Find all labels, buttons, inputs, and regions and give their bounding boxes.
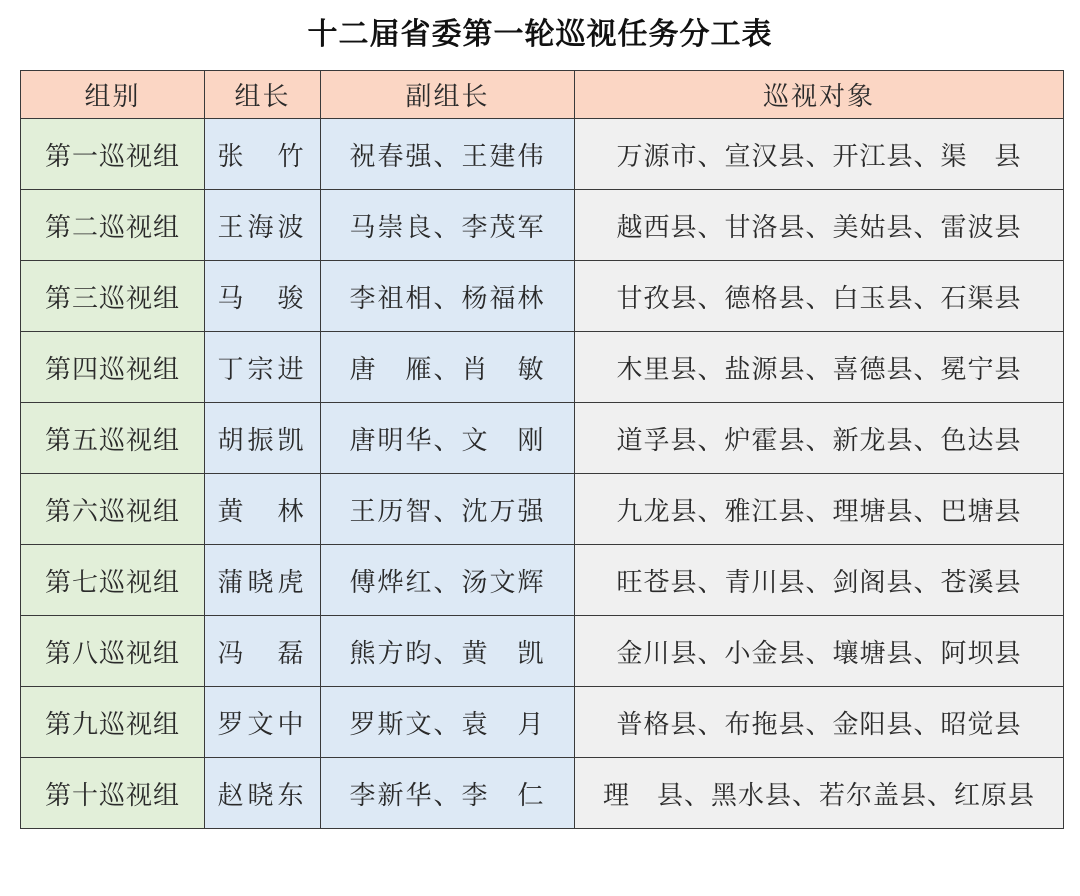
table-body: [21, 119, 1064, 829]
table-row: [21, 474, 1064, 545]
leader-cell: 黄 林: [205, 474, 321, 545]
table-row: [21, 119, 1064, 190]
deputy-cell: 李祖相、杨福林: [321, 261, 575, 332]
assignment-table: [20, 70, 1064, 829]
group-cell: 第九巡视组: [21, 687, 205, 758]
targets-cell: 道孚县、炉霍县、新龙县、色达县: [575, 403, 1064, 474]
leader-cell: 张 竹: [205, 119, 321, 190]
header-targets: 巡视对象: [575, 71, 1064, 119]
table-row: [21, 403, 1064, 474]
leader-cell: 罗文中: [205, 687, 321, 758]
deputy-cell: 马崇良、李茂军: [321, 190, 575, 261]
deputy-cell: 唐 雁、肖 敏: [321, 332, 575, 403]
targets-cell: 旺苍县、青川县、剑阁县、苍溪县: [575, 545, 1064, 616]
leader-cell: 王海波: [205, 190, 321, 261]
deputy-cell: 傅烨红、汤文辉: [321, 545, 575, 616]
targets-cell: 九龙县、雅江县、理塘县、巴塘县: [575, 474, 1064, 545]
deputy-cell: 王历智、沈万强: [321, 474, 575, 545]
leader-cell: 蒲晓虎: [205, 545, 321, 616]
group-cell: 第十巡视组: [21, 758, 205, 829]
header-leader: 组长: [205, 71, 321, 119]
header-group: 组别: [21, 71, 205, 119]
group-cell: 第六巡视组: [21, 474, 205, 545]
table-row: [21, 332, 1064, 403]
group-cell: 第三巡视组: [21, 261, 205, 332]
leader-cell: 马 骏: [205, 261, 321, 332]
leader-cell: 冯 磊: [205, 616, 321, 687]
deputy-cell: 李新华、李 仁: [321, 758, 575, 829]
table-row: [21, 687, 1064, 758]
table-row: [21, 616, 1064, 687]
header-deputy: 副组长: [321, 71, 575, 119]
page-title: 十二届省委第一轮巡视任务分工表: [307, 17, 773, 52]
targets-cell: 越西县、甘洛县、美姑县、雷波县: [575, 190, 1064, 261]
targets-cell: 普格县、布拖县、金阳县、昭觉县: [575, 687, 1064, 758]
group-cell: 第七巡视组: [21, 545, 205, 616]
table-row: [21, 758, 1064, 829]
header-row: [21, 71, 1064, 119]
group-cell: 第二巡视组: [21, 190, 205, 261]
leader-cell: 胡振凯: [205, 403, 321, 474]
table-row: [21, 261, 1064, 332]
group-cell: 第一巡视组: [21, 119, 205, 190]
targets-cell: 金川县、小金县、壤塘县、阿坝县: [575, 616, 1064, 687]
group-cell: 第四巡视组: [21, 332, 205, 403]
deputy-cell: 罗斯文、袁 月: [321, 687, 575, 758]
deputy-cell: 祝春强、王建伟: [321, 119, 575, 190]
targets-cell: 万源市、宣汉县、开江县、渠 县: [575, 119, 1064, 190]
table-row: [21, 190, 1064, 261]
table-row: [21, 545, 1064, 616]
targets-cell: 理 县、黑水县、若尔盖县、红原县: [575, 758, 1064, 829]
targets-cell: 甘孜县、德格县、白玉县、石渠县: [575, 261, 1064, 332]
group-cell: 第五巡视组: [21, 403, 205, 474]
deputy-cell: 熊方昀、黄 凯: [321, 616, 575, 687]
group-cell: 第八巡视组: [21, 616, 205, 687]
leader-cell: 丁宗进: [205, 332, 321, 403]
table-header: [21, 71, 1064, 119]
targets-cell: 木里县、盐源县、喜德县、冕宁县: [575, 332, 1064, 403]
leader-cell: 赵晓东: [205, 758, 321, 829]
deputy-cell: 唐明华、文 刚: [321, 403, 575, 474]
